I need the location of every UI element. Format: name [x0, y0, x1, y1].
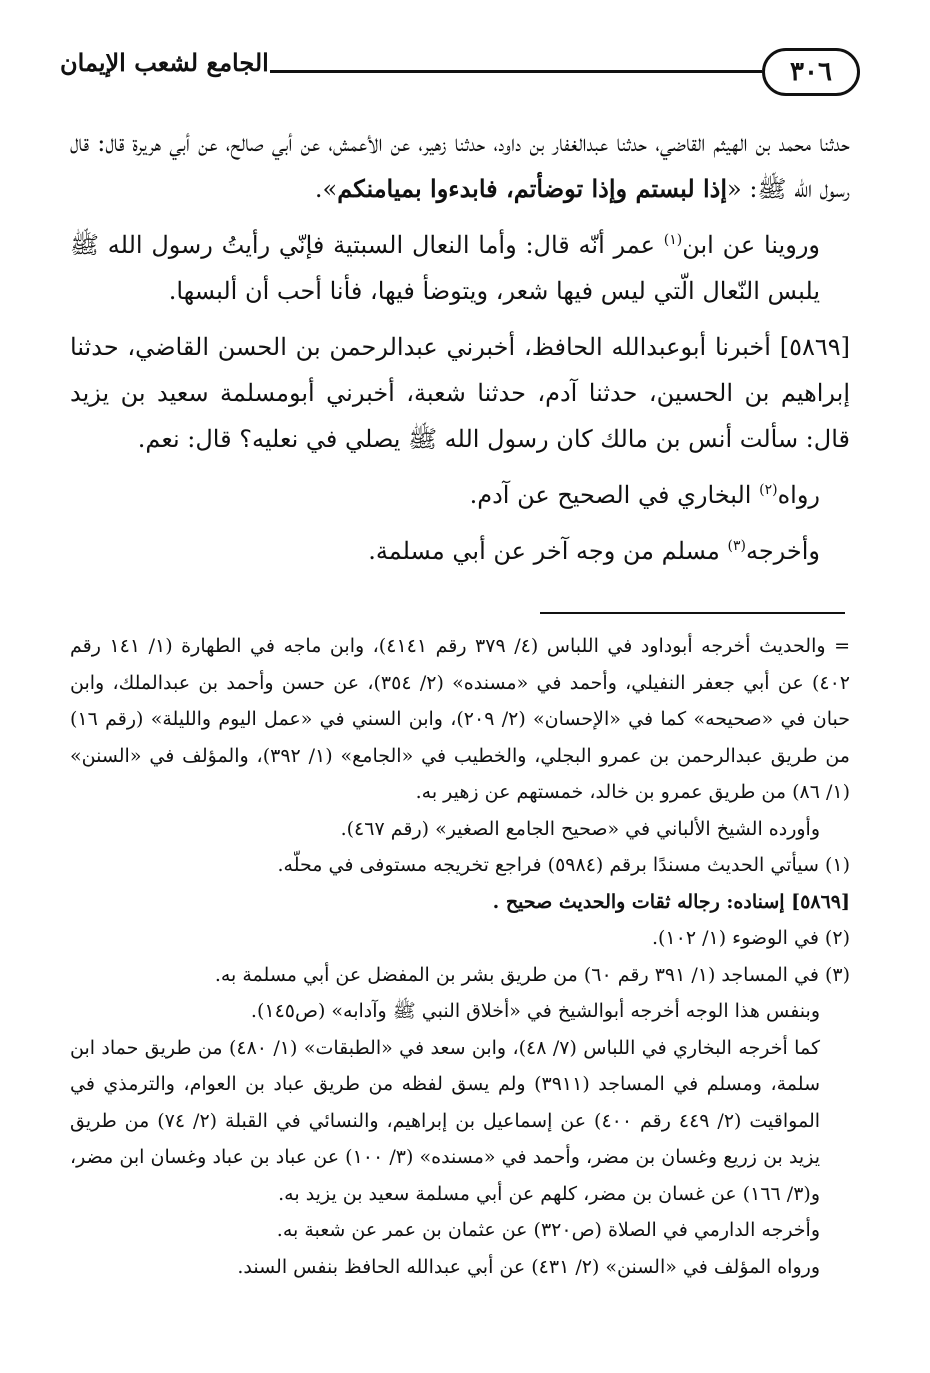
text: عمر أنّه قال: وأما النعال السبتية فإنّي رأيتُ رسول الله ﷺ يلبس النّعال الّتي ليس فيها شعر، ويتوضأ فيها، فأنا أحب أن ألبسها. [70, 231, 820, 305]
footnote: = والحديث أخرجه أبوداود في اللباس (٤/ ٣٧٩ رقم ٤١٤١)، وابن ماجه في الطهارة (١/ ١٤١ رقم ٤٠٢) عن أبي جعفر النفيلي، وأحمد في «مسنده» (٢/ ٣٥٤)، عن حسن وأحمد بن عبدالملك، وابن حبان في «صحيحه» كما في «الإحسان» (٢/ ٢٠٩)، وابن السني في «عمل اليوم والليلة» (رقم ١٦) من طريق عبدالرحمن بن عمرو البجلي، والخطيب في «الجامع» (١/ ٣٩٢)، والمؤلف في «السنن» (١/ ٨٦) من طريق عمرو بن خالد، خمستهم عن زهير به. [70, 635, 850, 803]
footnote: (١) سيأتي الحديث مسندًا برقم (٥٩٨٤) فراجع تخريجه مستوفى في محلّه. [277, 854, 850, 876]
footnote: (٣) في المساجد (١/ ٣٩١ رقم ٦٠) من طريق بشر بن المفضل عن أبي مسلمة به. [214, 963, 850, 986]
footnote: وأخرجه الدارمي في الصلاة (ص٣٢٠) عن عثمان بن عمر عن شعبة به. [276, 1219, 820, 1241]
header-rule [270, 70, 762, 73]
text: رواه [777, 481, 820, 509]
page-number: ٣٠٦ [762, 48, 860, 96]
text: حدثنا محمد بن الهيثم القاضي، حدثنا عبدالغفار بن داود، حدثنا زهير، عن الأعمش، عن أبي صالح، عن أبي هريرة قال: قال رسول الله ﷺ: « [70, 129, 850, 203]
running-title: الجامع لشعب الإيمان [60, 48, 269, 77]
text: البخاري في الصحيح عن آدم. [469, 481, 760, 509]
footnote-separator [540, 612, 845, 614]
text: وأخرجه [745, 537, 820, 565]
paragraph: [٥٨٦٩] أخبرنا أبوعبدالله الحافظ، أخبرني عبدالرحمن بن الحسن القاضي، حدثنا إبراهيم بن الحسين، حدثنا آدم، حدثنا شعبة، أخبرني أبومسلمة سعيد بن يزيد قال: سألت أنس بن مالك كان رسول الله ﷺ يصلي في نعليه؟ قال: نعم. [70, 333, 850, 453]
footnote-ref: (١) [663, 232, 683, 248]
paragraph [70, 528, 850, 574]
text: ». [314, 175, 338, 203]
paragraph [70, 472, 850, 518]
hadith-text: إذا لبستم وإذا توضأتم، فابدءوا بميامنكم [337, 174, 728, 203]
footnote: وبنفس هذا الوجه أخرجه أبوالشيخ في «أخلاق النبي ﷺ وآدابه» (ص١٤٥). [250, 1000, 820, 1022]
footnote: (٢) في الوضوء (١/ ١٠٢). [651, 927, 850, 949]
paragraph [70, 120, 850, 212]
text: مسلم من وجه آخر عن أبي مسلمة. [368, 537, 728, 565]
footnote-ref: (٣) [727, 538, 746, 554]
paragraph [70, 222, 850, 314]
footnote: ورواه المؤلف في «السنن» (٢/ ٤٣١) عن أبي عبدالله الحافظ بنفس السند. [237, 1255, 820, 1278]
footnote: وأورده الشيخ الألباني في «صحيح الجامع الصغير» (رقم ٤٦٧). [340, 817, 820, 840]
text: وروينا عن ابن [682, 231, 820, 259]
footnotes [70, 628, 850, 1285]
main-text [70, 120, 850, 584]
footnote: كما أخرجه البخاري في اللباس (٧/ ٤٨)، وابن سعد في «الطبقات» (١/ ٤٨٠) من طريق حماد ابن سلمة، ومسلم في المساجد (٣٩١١) ولم يسق لفظه من طريق عباد بن العوام، والترمذي في المواقيت (٢/ ٤٤٩ رقم ٤٠٠) عن إسماعيل بن إبراهيم، والنسائي في القبلة (٢/ ٧٤) من طريق يزيد بن زريع وغسان بن مضر، وأحمد في «مسنده» (٣/ ١٠٠) عن عباد بن عباد وغسان ابن مضر، و(٣/ ١٦٦) عن غسان بن مضر، كلهم عن أبي مسلمة سعيد بن يزيد به. [70, 1036, 821, 1205]
footnote: [٥٨٦٩] إسناده: رجاله ثقات والحديث صحيح . [492, 890, 850, 913]
footnote-ref: (٢) [759, 482, 778, 498]
page-header [40, 40, 900, 100]
